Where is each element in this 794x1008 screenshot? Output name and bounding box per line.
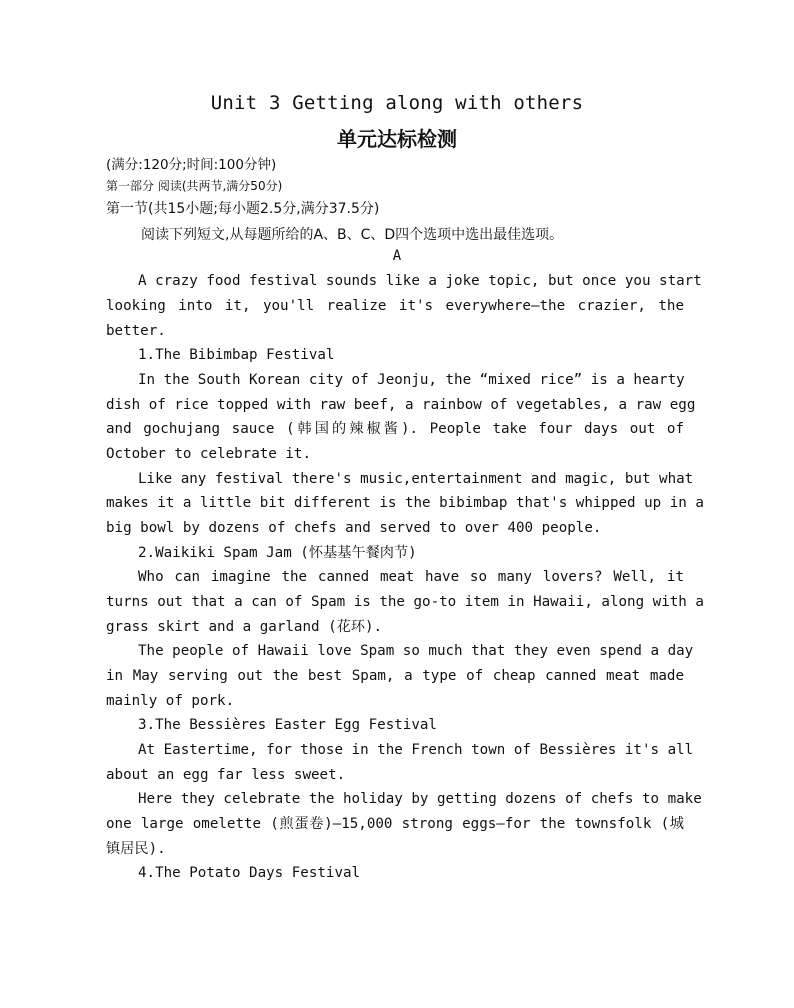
item2-p2-line: mainly of pork. bbox=[106, 693, 235, 709]
item3-p1-line: At Eastertime, for those in the French town of Bessières it's all bbox=[138, 742, 694, 758]
score-time-info: (满分:120分;时间:100分钟) bbox=[106, 157, 277, 173]
item1-p1-line: and gochujang sauce (韩国的辣椒酱). People take four days out of bbox=[106, 421, 684, 437]
item2-p1-line: grass skirt and a garland (花环). bbox=[106, 619, 383, 635]
item2-p2-line: in May serving out the best Spam, a type of cheap canned meat made bbox=[106, 668, 684, 684]
item1-p2-line: makes it a little bit different is the bibimbap that's whipped up in a bbox=[106, 495, 704, 511]
item1-p1-line: October to celebrate it. bbox=[106, 446, 311, 462]
item1-p2-line: Like any festival there's music,entertainment and magic, but what bbox=[138, 471, 694, 487]
passage-label: A bbox=[392, 248, 402, 264]
item3-p2-line: one large omelette (煎蛋卷)—15,000 strong eggs—for the townsfolk (城 bbox=[106, 816, 684, 832]
item2-p2-line: The people of Hawaii love Spam so much that they even spend a day bbox=[138, 643, 694, 659]
instruction: 阅读下列短文,从每题所给的A、B、C、D四个选项中选出最佳选项。 bbox=[141, 227, 564, 243]
item1-p2-line: big bowl by dozens of chefs and served to over 400 people. bbox=[106, 520, 602, 536]
unit-title: Unit 3 Getting along with others bbox=[210, 92, 584, 114]
item1-heading: 1.The Bibimbap Festival bbox=[138, 347, 335, 363]
item2-heading: 2.Waikiki Spam Jam (怀基基午餐肉节) bbox=[138, 545, 417, 561]
item1-p1-line: dish of rice topped with raw beef, a rainbow of vegetables, a raw egg bbox=[106, 397, 696, 413]
item3-heading: 3.The Bessières Easter Egg Festival bbox=[138, 717, 437, 733]
item1-p1-line: In the South Korean city of Jeonju, the “mixed rice” is a hearty bbox=[138, 372, 685, 388]
item3-p2-line: Here they celebrate the holiday by getting dozens of chefs to make bbox=[138, 791, 702, 807]
part-heading: 第一部分 阅读(共两节,满分50分) bbox=[106, 179, 283, 193]
section-heading: 第一节(共15小题;每小题2.5分,满分37.5分) bbox=[106, 201, 380, 217]
test-subtitle: 单元达标检测 bbox=[337, 127, 457, 151]
item2-p1-line: turns out that a can of Spam is the go-to item in Hawaii, along with a bbox=[106, 594, 704, 610]
item3-p1-line: about an egg far less sweet. bbox=[106, 767, 346, 783]
item2-p1-line: Who can imagine the canned meat have so many lovers? Well, it bbox=[138, 569, 684, 585]
item3-p2-line: 镇居民). bbox=[106, 841, 166, 857]
intro-line: better. bbox=[106, 323, 166, 339]
item4-heading: 4.The Potato Days Festival bbox=[138, 865, 361, 881]
intro-line: looking into it, you'll realize it's everywhere—the crazier, the bbox=[106, 298, 684, 314]
intro-line: A crazy food festival sounds like a joke topic, but once you start bbox=[138, 273, 702, 289]
